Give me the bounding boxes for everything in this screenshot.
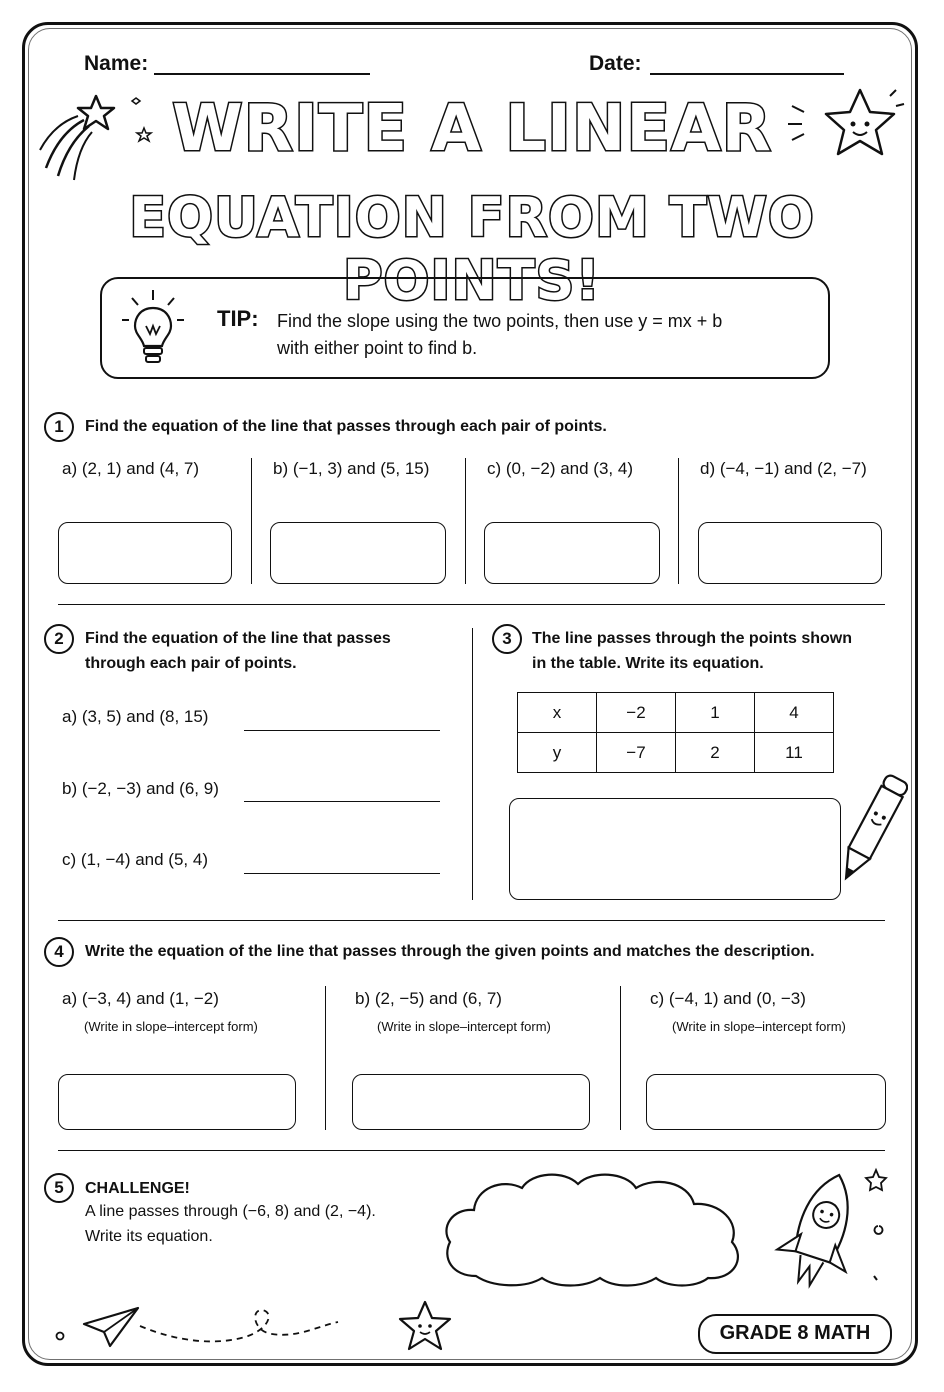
q4-answer-box-c[interactable]: [646, 1074, 886, 1130]
name-label: Name:: [84, 52, 149, 75]
title-line-2: EQUATION FROM TWO POINTS!: [129, 186, 815, 312]
section-divider: [58, 1150, 885, 1151]
question-number-5: 5: [44, 1173, 74, 1203]
q1-item-d: d) (−4, −1) and (2, −7): [700, 459, 867, 478]
q1-item-b: b) (−1, 3) and (5, 15): [273, 459, 430, 478]
divider: [472, 628, 473, 900]
tip-text-line-1: Find the slope using the two points, then use y = mx + b: [277, 311, 723, 331]
date-label: Date:: [589, 52, 642, 75]
question-1-prompt: Find the equation of the line that passes through each pair of points.: [85, 418, 607, 435]
question-3-prompt-line-1: The line passes through the points shown: [532, 630, 853, 647]
question-number-1: 1: [44, 412, 74, 442]
rocket-icon: [760, 1164, 890, 1304]
name-field[interactable]: [154, 73, 370, 75]
q4-item-b: b) (2, −5) and (6, 7): [355, 989, 502, 1008]
cloud-icon[interactable]: [436, 1166, 750, 1290]
table-cell: y: [518, 733, 597, 773]
tip-label: TIP:: [217, 306, 259, 331]
q4-note-c: (Write in slope–intercept form): [672, 1019, 846, 1034]
section-divider: [58, 604, 885, 605]
q4-answer-box-b[interactable]: [352, 1074, 590, 1130]
q1-item-a: a) (2, 1) and (4, 7): [62, 459, 200, 478]
q4-item-c: c) (−4, 1) and (0, −3): [650, 989, 806, 1008]
q2-item-a: a) (3, 5) and (8, 15): [62, 707, 209, 726]
table-cell: 2: [676, 733, 755, 773]
table-cell: 11: [755, 733, 834, 773]
smiling-star-icon: [394, 1298, 456, 1354]
divider: [620, 986, 621, 1130]
divider: [325, 986, 326, 1130]
section-divider: [58, 920, 885, 921]
q4-note-b: (Write in slope–intercept form): [377, 1019, 551, 1034]
table-row-y: [518, 733, 834, 773]
q4-answer-box-a[interactable]: [58, 1074, 296, 1130]
divider: [251, 458, 252, 584]
table-cell: −2: [597, 693, 676, 733]
table-cell: 1: [676, 693, 755, 733]
q2-answer-line-a[interactable]: [244, 730, 440, 731]
q4-note-a: (Write in slope–intercept form): [84, 1019, 258, 1034]
table-cell: 4: [755, 693, 834, 733]
date-field[interactable]: [650, 73, 844, 75]
question-4-prompt: Write the equation of the line that passes through the given points and matches the description.: [85, 943, 815, 960]
grade-badge: GRADE 8 MATH: [698, 1314, 892, 1354]
q2-answer-line-b[interactable]: [244, 801, 440, 802]
challenge-text-line-1: A line passes through (−6, 8) and (2, −4).: [85, 1203, 376, 1220]
challenge-label: CHALLENGE!: [85, 1180, 190, 1197]
q2-answer-line-c[interactable]: [244, 873, 440, 874]
question-2-prompt-line-1: Find the equation of the line that passes: [85, 630, 391, 647]
table-row-x: [518, 693, 834, 733]
question-number-4: 4: [44, 937, 74, 967]
pencil-icon: [832, 768, 908, 898]
q3-answer-box[interactable]: [509, 798, 841, 900]
tip-text-line-2: with either point to find b.: [277, 338, 478, 358]
q2-item-c: c) (1, −4) and (5, 4): [62, 850, 208, 869]
question-number-2: 2: [44, 624, 74, 654]
lightbulb-icon: [118, 286, 188, 370]
table-cell: −7: [597, 733, 676, 773]
question-number-3: 3: [492, 624, 522, 654]
question-2-prompt-line-2: through each pair of points.: [85, 655, 297, 672]
xy-table: [517, 692, 834, 773]
question-3-prompt-line-2: in the table. Write its equation.: [532, 655, 764, 672]
q1-item-c: c) (0, −2) and (3, 4): [487, 459, 633, 478]
q1-answer-box-b[interactable]: [270, 522, 446, 584]
q1-answer-box-d[interactable]: [698, 522, 882, 584]
q1-answer-box-c[interactable]: [484, 522, 660, 584]
q2-item-b: b) (−2, −3) and (6, 9): [62, 779, 219, 798]
divider: [465, 458, 466, 584]
table-cell: x: [518, 693, 597, 733]
divider: [678, 458, 679, 584]
q4-item-a: a) (−3, 4) and (1, −2): [62, 989, 219, 1008]
q1-answer-box-a[interactable]: [58, 522, 232, 584]
paper-plane-icon: [48, 1296, 388, 1356]
title-line-1: WRITE A LINEAR: [172, 92, 772, 166]
challenge-text-line-2: Write its equation.: [85, 1228, 213, 1245]
